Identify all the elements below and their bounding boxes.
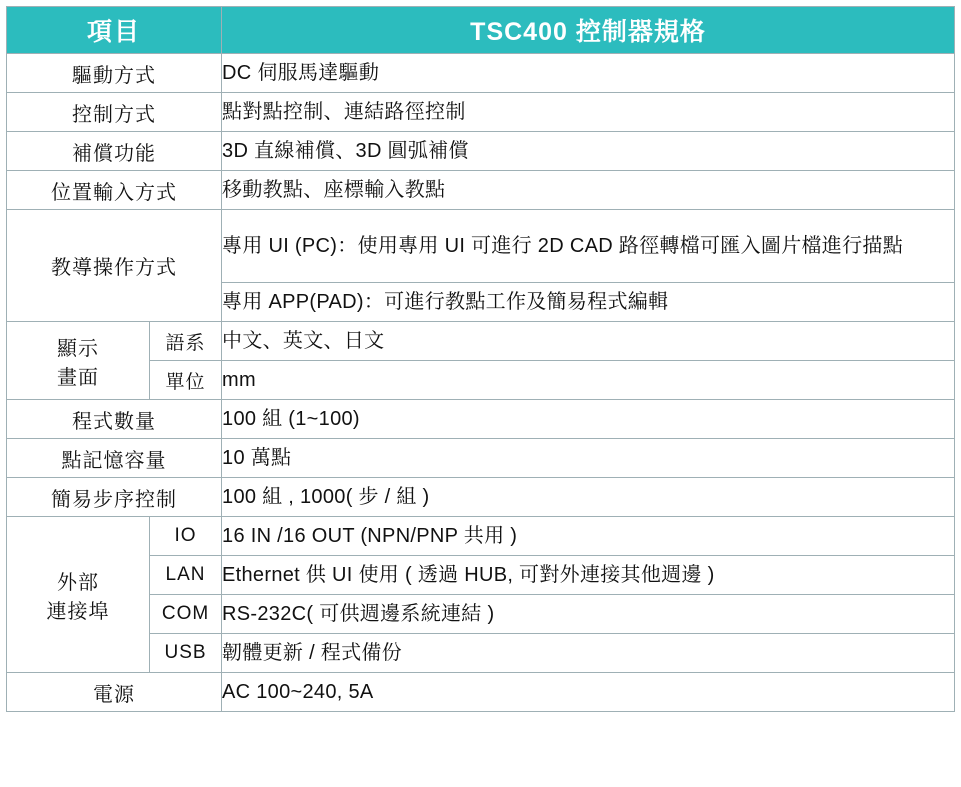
table-row: [7, 93, 955, 132]
row-value: AC 100~240, 5A: [222, 673, 955, 712]
table-row: [7, 595, 955, 634]
table-row: [7, 439, 955, 478]
row-value: 100 組 (1~100): [222, 400, 955, 439]
row-label-multiline: [7, 517, 150, 673]
row-value: DC 伺服馬達驅動: [222, 54, 955, 93]
row-label: 補償功能: [7, 132, 222, 171]
table-row: [7, 171, 955, 210]
row-value: RS-232C( 可供週邊系統連結 ): [222, 595, 955, 634]
row-label-multiline: [7, 322, 150, 400]
row-label-line1: 顯示: [57, 337, 99, 360]
row-label: 程式數量: [7, 400, 222, 439]
row-label: 驅動方式: [7, 54, 222, 93]
table-row: [7, 361, 955, 400]
row-value: 100 組 , 1000( 步 / 組 ): [222, 478, 955, 517]
row-label: 點記憶容量: [7, 439, 222, 478]
row-sublabel: 語系: [150, 322, 222, 361]
row-label-line2: 連接埠: [46, 600, 110, 623]
table-row: [7, 673, 955, 712]
table-row: [7, 556, 955, 595]
table-row: [7, 132, 955, 171]
row-label: 控制方式: [7, 93, 222, 132]
row-value: 專用 UI (PC)：使用專用 UI 可進行 2D CAD 路徑轉檔可匯入圖片檔進行描點: [222, 210, 955, 283]
row-label-line2: 畫面: [57, 366, 99, 389]
row-sublabel: 單位: [150, 361, 222, 400]
row-value: 移動教點、座標輸入教點: [222, 171, 955, 210]
table-row: [7, 210, 955, 283]
table-row: [7, 478, 955, 517]
row-sublabel: LAN: [150, 556, 222, 595]
row-value: 中文、英文、日文: [222, 322, 955, 361]
row-value: 10 萬點: [222, 439, 955, 478]
header-cell-spec: TSC400 控制器規格: [222, 7, 955, 54]
table-row: [7, 322, 955, 361]
table-header-row: [7, 7, 955, 54]
table-row: [7, 400, 955, 439]
table-row: [7, 54, 955, 93]
row-label: 簡易步序控制: [7, 478, 222, 517]
row-value: 點對點控制、連結路徑控制: [222, 93, 955, 132]
row-value: Ethernet 供 UI 使用 ( 透過 HUB, 可對外連接其他週邊 ): [222, 556, 955, 595]
row-sublabel: IO: [150, 517, 222, 556]
row-label-line1: 外部: [57, 571, 99, 594]
row-sublabel: COM: [150, 595, 222, 634]
row-sublabel: USB: [150, 634, 222, 673]
row-label: 電源: [7, 673, 222, 712]
row-value: 3D 直線補償、3D 圓弧補償: [222, 132, 955, 171]
table-row: [7, 517, 955, 556]
row-value: 專用 APP(PAD)：可進行教點工作及簡易程式編輯: [222, 283, 955, 322]
row-value: mm: [222, 361, 955, 400]
row-value: 韌體更新 / 程式備份: [222, 634, 955, 673]
row-label: 位置輸入方式: [7, 171, 222, 210]
row-value: 16 IN /16 OUT (NPN/PNP 共用 ): [222, 517, 955, 556]
row-label: 教導操作方式: [7, 210, 222, 322]
controller-spec-table: [6, 6, 955, 712]
table-row: [7, 634, 955, 673]
header-cell-item: 項目: [7, 7, 222, 54]
